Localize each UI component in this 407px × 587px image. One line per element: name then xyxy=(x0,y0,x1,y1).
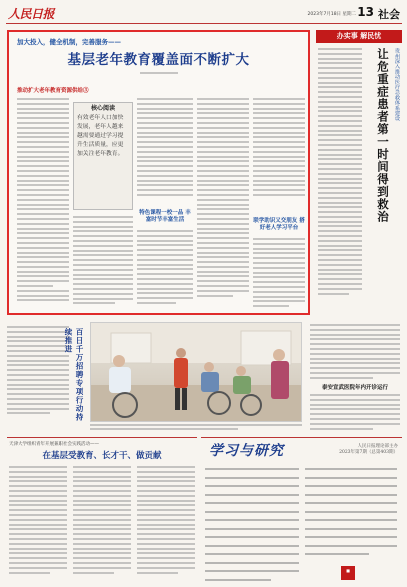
article-subhead-2: 联学助识又交朋友 搭好老人学习平台 xyxy=(253,218,305,231)
text-column-3 xyxy=(137,98,193,199)
right-article[interactable] xyxy=(316,30,402,315)
article-byline xyxy=(9,72,308,78)
newspaper-logo: 人民日报 xyxy=(8,7,55,21)
issue-date: 2023年7月18日 星期二 xyxy=(307,12,356,17)
meta-line-1: 人民日报理论部主办 xyxy=(357,444,398,449)
hospital-text-bottom xyxy=(310,394,400,432)
column-banner: 办实事 解民忧 xyxy=(316,30,402,43)
core-reading-text: 有效老年人口加快发展，老年人越来越需要通过学习提升生活质量，应更加关注老年教育。 xyxy=(77,115,124,157)
series-label: 推动扩大老年教育资源供给③ xyxy=(17,88,89,94)
article-kicker: 加大投入，健全机制，完善服务—— xyxy=(17,38,121,46)
study-list-left xyxy=(205,468,299,587)
article-headline: 基层老年教育覆盖面不断扩大 xyxy=(67,52,250,68)
right-article-headline: 让危重症患者第一时间得到救治 xyxy=(376,48,390,223)
section-name: 社会 xyxy=(378,8,400,21)
meta-line-2: 2023年第7期（总第403期） xyxy=(339,450,398,455)
hospital-headline: 泰安宣武医院年内开诊运行 xyxy=(321,385,388,391)
text-column-2 xyxy=(73,216,133,307)
main-article[interactable] xyxy=(7,30,310,315)
masthead xyxy=(6,4,402,24)
news-photo[interactable] xyxy=(90,322,302,422)
tianjin-kicker: 天津大学组织青年开展兼职社会实践活动—— xyxy=(9,442,99,447)
tianjin-article[interactable] xyxy=(7,437,197,583)
jobs-text xyxy=(7,326,69,417)
tianjin-headline: 在基层受教育、长才干、做贡献 xyxy=(42,451,162,461)
study-list-right xyxy=(305,468,397,562)
tianjin-col-1 xyxy=(9,466,67,576)
study-research-title: 学习与研究 xyxy=(209,443,284,459)
right-article-kicker: 贵州深入推动医疗急救体系建设 xyxy=(394,48,400,121)
core-reading-title: 核心阅读 xyxy=(90,105,115,112)
article-subhead-1: 特色课程一校一品 丰富时节丰富生活 xyxy=(139,210,191,223)
right-text-column xyxy=(318,48,362,297)
reader-badge-icon: ■ xyxy=(341,566,355,580)
page-number: 13 xyxy=(357,5,374,19)
hospital-article[interactable] xyxy=(308,322,402,432)
core-reading-box xyxy=(73,102,133,210)
text-column-5 xyxy=(253,98,305,199)
text-column-4 xyxy=(197,98,249,299)
study-research-meta xyxy=(339,444,398,456)
text-column-5b xyxy=(253,238,305,310)
jobs-headline: 百日千万招聘专项行动持续推进 xyxy=(64,328,84,422)
tianjin-col-2 xyxy=(73,466,131,576)
text-column-1 xyxy=(17,98,69,304)
hospital-text-top xyxy=(310,324,400,382)
jobs-article[interactable] xyxy=(7,322,87,422)
study-research-section[interactable] xyxy=(201,437,402,583)
text-column-3b xyxy=(137,230,193,307)
photo-illustration xyxy=(91,323,302,422)
photo-caption xyxy=(90,424,302,432)
tianjin-col-3 xyxy=(137,466,195,576)
